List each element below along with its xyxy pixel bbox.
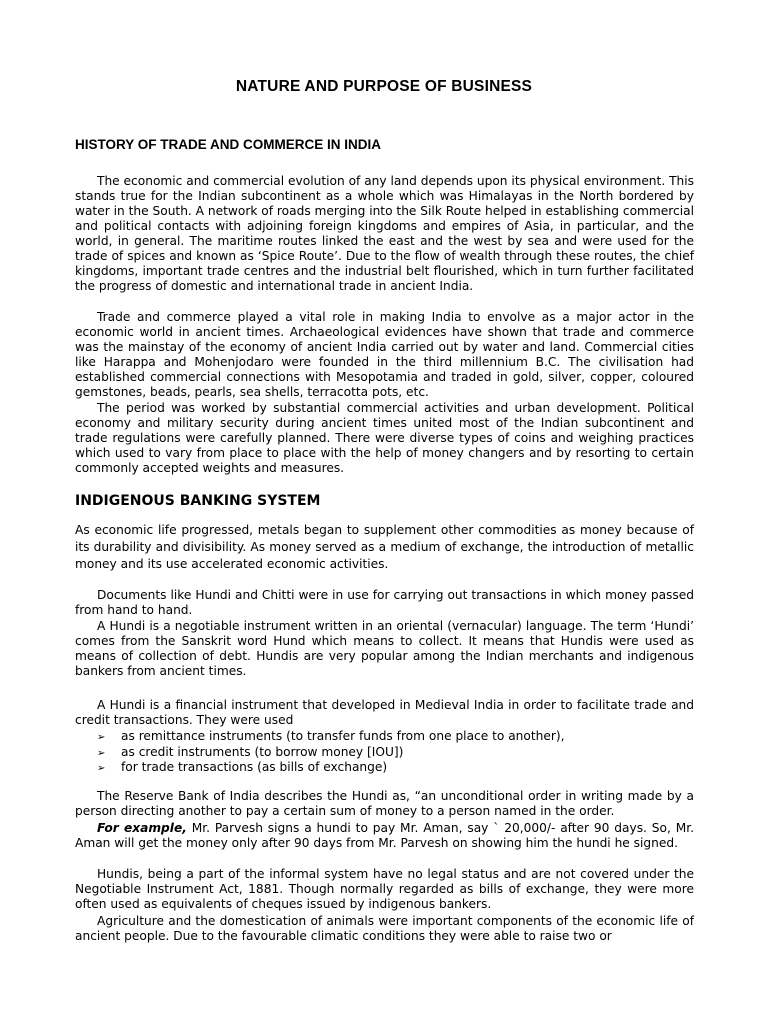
example-lead: For example,	[97, 821, 187, 835]
list-item: ➢ for trade transactions (as bills of exchange)	[97, 760, 565, 776]
paragraph-banking-1: As economic life progressed, metals began to supplement other commodities as money because of its durability and divisibility. As money served as a medium of exchange, the introduction of metallic money and its use accelerated economic activities.	[75, 523, 694, 572]
paragraph-history-1: The economic and commercial evolution of any land depends upon its physical environment. This stands true for the Indian subcontinent as a whole which was Himalayas in the North bordered by water in the South. A network of roads merging into the Silk Route helped in establishing commercial and political contacts with adjoining foreign kingdoms and empires of Asia, in particular, and the world, in general. The maritime routes linked the east and the west by sea and were used for the trade of spices and known as ‘Spice Route’. Due to the flow of wealth through these routes, the chief kingdoms, important trade centres and the industrial belt flourished, which in turn further facilitated the progress of domestic and international trade in ancient India.	[75, 174, 694, 293]
paragraph-banking-2: Documents like Hundi and Chitti were in use for carrying out transactions in which money passed from hand to hand.	[75, 588, 694, 617]
paragraph-banking-3: A Hundi is a negotiable instrument written in an oriental (vernacular) language. The term ‘Hundi’ comes from the Sanskrit word Hund which means to collect. It means that Hundis were used as means of collection of debt. Hundis are very popular among the Indian merchants and indigenous bankers from ancient times.	[75, 619, 694, 678]
example-text: Mr. Parvesh signs a hundi to pay Mr. Aman, say ` 20,000/- after 90 days. So, Mr. Aman will get the money only after 90 days from Mr. Parvesh on showing him the hundi he signed.	[75, 821, 694, 850]
list-item: ➢ as remittance instruments (to transfer funds from one place to another),	[97, 729, 565, 745]
page-title: NATURE AND PURPOSE OF BUSINESS	[235, 78, 533, 95]
arrow-bullet-icon: ➢	[97, 732, 106, 743]
paragraph-banking-4: A Hundi is a financial instrument that developed in Medieval India in order to facilitate trade and credit transactions. They were used	[75, 698, 694, 727]
paragraph-banking-5: The Reserve Bank of India describes the Hundi as, “an unconditional order in writing made by a person directing another to pay a certain sum of money to a person named in the order.	[75, 789, 694, 818]
paragraph-history-2: Trade and commerce played a vital role in making India to envolve as a major actor in the economic world in ancient times. Archaeological evidences have shown that trade and commerce was the mainstay of the economy of ancient India carried out by water and land. Commercial cities like Harappa and Mohenjodaro were founded in the third millennium B.C. The civilisation had established commercial connections with Mesopotamia and traded in gold, silver, copper, coloured gemstones, beads, pearls, sea shells, terracotta pots, etc.	[75, 310, 694, 399]
arrow-bullet-icon: ➢	[97, 747, 106, 759]
arrow-bullet-icon: ➢	[97, 763, 106, 774]
paragraph-banking-7: Hundis, being a part of the informal system have no legal status and are not covered under the Negotiable Instrument Act, 1881. Though normally regarded as bills of exchange, they were more often used as equivalents of cheques issued by indigenous bankers.	[75, 867, 694, 911]
section-heading-banking: INDIGENOUS BANKING SYSTEM	[75, 493, 321, 509]
section-heading-history: HISTORY OF TRADE AND COMMERCE IN INDIA	[75, 137, 382, 152]
hundi-uses-list	[97, 729, 565, 776]
paragraph-history-3: The period was worked by substantial commercial activities and urban development. Political economy and military security during ancient times united most of the Indian subcontinent and trade regulations were carefully planned. There were diverse types of coins and weighing practices which used to vary from place to place with the help of money changers and by resorting to certain commonly accepted weights and measures.	[75, 401, 694, 475]
list-item: ➢ as credit instruments (to borrow money [IOU])	[97, 745, 565, 761]
paragraph-banking-8: Agriculture and the domestication of animals were important components of the economic life of ancient people. Due to the favourable climatic conditions they were able to raise two or	[75, 914, 694, 943]
paragraph-example	[75, 821, 694, 851]
